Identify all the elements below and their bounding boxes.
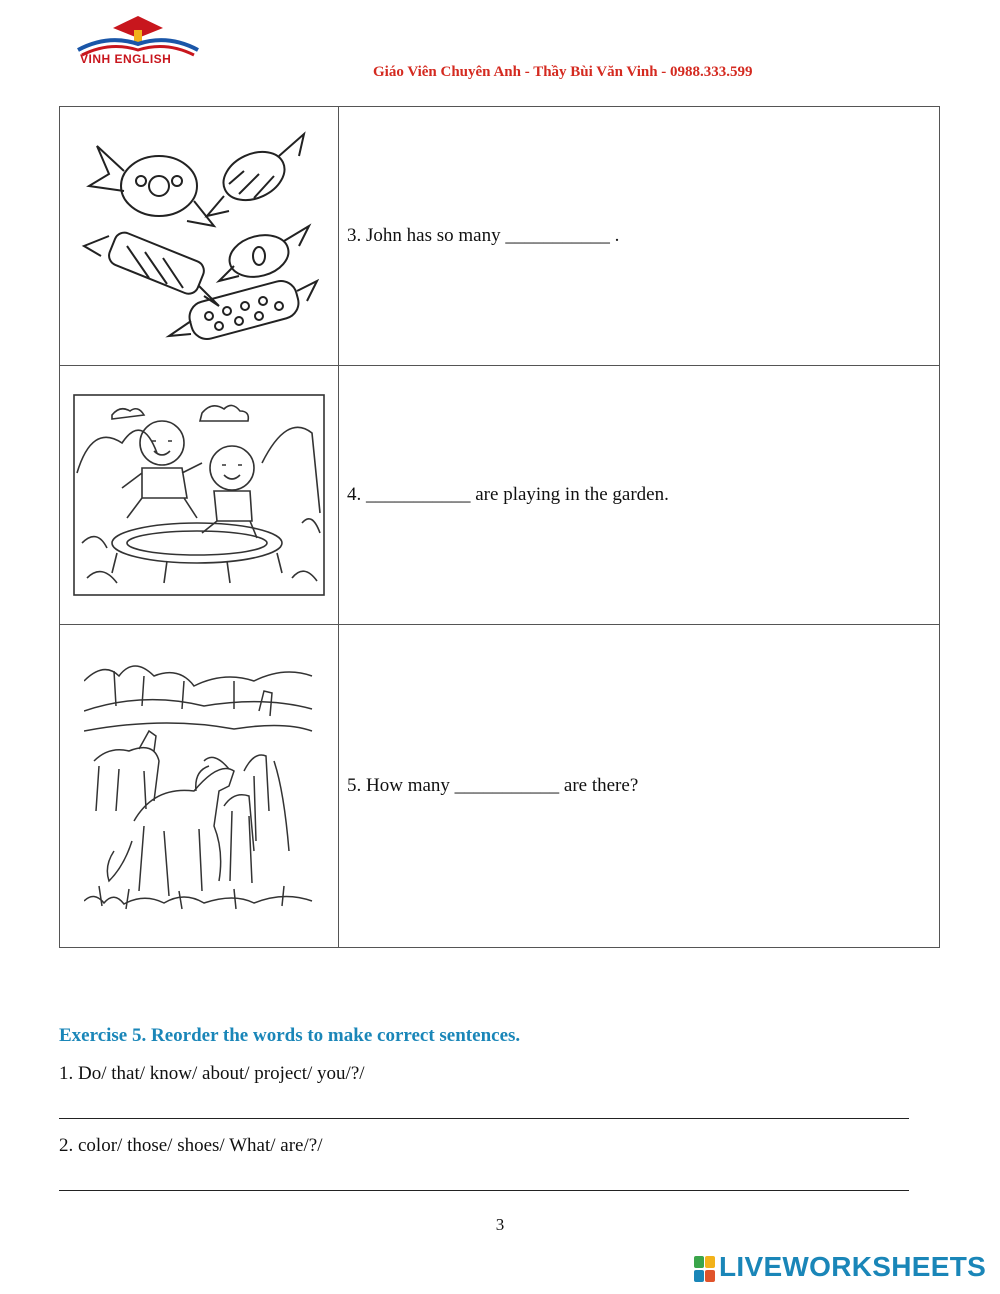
question-5: 5. How many ___________ are there? — [339, 625, 940, 948]
teacher-contact-line: Giáo Viên Chuyên Anh - Thầy Bùi Văn Vinh - 0988.333.599 — [373, 64, 753, 80]
liveworksheets-brand[interactable]: LIVEWORKSHEETS — [719, 1251, 987, 1282]
worksheet-table — [59, 106, 940, 948]
question-4: 4. ___________ are playing in the garden. — [339, 366, 940, 625]
answer-line-1[interactable] — [59, 1118, 909, 1119]
candies-illustration — [79, 126, 319, 346]
image-cell — [60, 366, 339, 625]
reorder-item-2: 2. color/ those/ shoes/ What/ are/?/ — [59, 1135, 323, 1156]
image-cell — [60, 107, 339, 366]
exercise-5-title: Exercise 5. Reorder the words to make correct sentences. — [59, 1025, 521, 1046]
children-trampoline-illustration — [72, 393, 326, 598]
table-row — [60, 625, 940, 948]
table-row — [60, 366, 940, 625]
question-3: 3. John has so many ___________ . — [339, 107, 940, 366]
answer-line-2[interactable] — [59, 1190, 909, 1191]
liveworksheets-logo-icon — [694, 1253, 716, 1285]
horses-field-illustration — [84, 651, 314, 921]
logo-text: VINH ENGLISH — [80, 52, 172, 66]
image-cell — [60, 625, 339, 948]
reorder-item-1: 1. Do/ that/ know/ about/ project/ you/?/ — [59, 1063, 365, 1084]
table-row — [60, 107, 940, 366]
page-number: 3 — [495, 1215, 505, 1234]
